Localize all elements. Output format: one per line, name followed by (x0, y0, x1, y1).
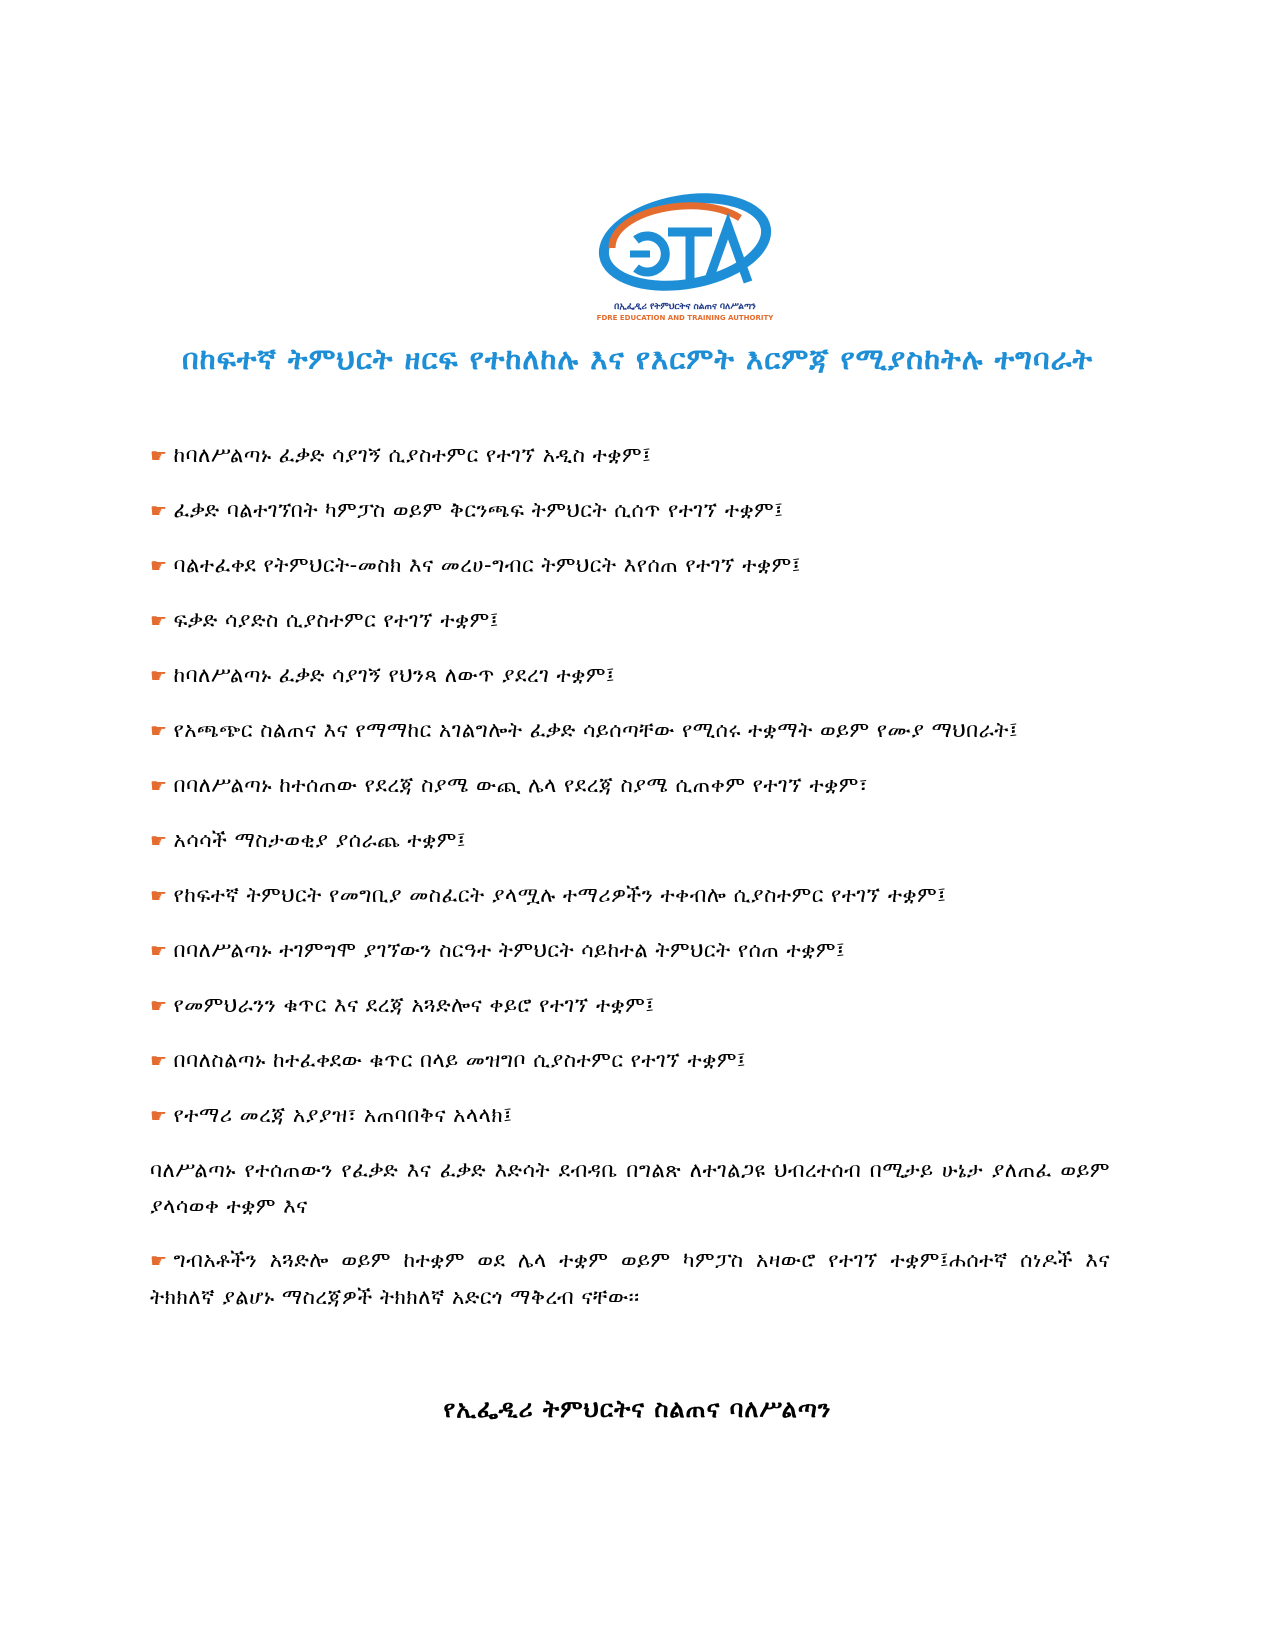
pointing-hand-icon: ☛ (150, 610, 168, 632)
pointing-hand-icon: ☛ (150, 720, 168, 742)
list-item-text: ፈቃድ ባልተገኘበት ካምፓስ ወይም ቅርንጫፍ ትምህርት ሲሰጥ የተገኘ ተቋም፤ (173, 498, 784, 522)
list-item (150, 877, 1110, 914)
list-item-text: የተማሪ መረጃ አያያዝ፣ አጠባበቅና አላላክ፤ (173, 1103, 513, 1127)
list-item-text: ግብአቶችን አጓድሎ ወይም ከተቋም ወደ ሌላ ተቋም ወይም ካምፓስ አዛውሮ የተገኘ ተቋም፤ሐሰተኛ ሰነዶች እና ትክክለኛ ያልሆኑ ማስረጃዎች ትክክለኛ አድርጎ ማቅረብ ናቸው፡፡ (150, 1248, 1110, 1309)
list-item (150, 1097, 1110, 1134)
list-item (150, 1042, 1110, 1079)
pointing-hand-icon: ☛ (150, 1050, 168, 1072)
list-item-text: የአጫጭር ስልጠና እና የማማከር አገልግሎት ፈቃድ ሳይሰጣቸው የሚሰሩ ተቋማት ወይም የሙያ ማህበራት፤ (173, 718, 1019, 742)
pointing-hand-icon: ☛ (150, 830, 168, 852)
list-item (150, 822, 1110, 859)
list-item (150, 437, 1110, 474)
pointing-hand-icon: ☛ (150, 555, 168, 577)
list-item-text: ባለሥልጣኑ የተሰጠውን የፈቃድ እና ፈቃድ እድሳት ደብዳቤ በግልጽ ለተገልጋዩ ህብረተሰብ በሚታይ ሁኔታ ያለጠፈ ወይም ያላሳወቀ ተቋም እና (150, 1158, 1110, 1218)
list-item-text: አሳሳች ማስታወቂያ ያሰራጨ ተቋም፤ (173, 828, 466, 852)
list-item (150, 987, 1110, 1024)
list-item-text: የከፍተኛ ትምህርት የመግቢያ መስፈርት ያላሟሉ ተማሪዎችን ተቀብሎ ሲያስተምር የተገኘ ተቋም፤ (173, 883, 947, 907)
list-item (150, 1242, 1110, 1315)
pointing-hand-icon: ☛ (150, 500, 168, 522)
pointing-hand-icon: ☛ (150, 775, 168, 797)
list-item (150, 547, 1110, 584)
logo-label-english: FDRE EDUCATION AND TRAINING AUTHORITY (596, 314, 774, 322)
footer-authority-name: የኢፌዲሪ ትምህርትና ስልጠና ባለሥልጣን (443, 1395, 832, 1423)
list-item (150, 657, 1110, 694)
eta-logo-mark (590, 190, 780, 302)
prohibited-activities-list (150, 437, 1110, 1333)
list-item-text: በባለሥልጣኑ ተገምግሞ ያገኘውን ስርዓተ ትምህርት ሳይከተል ትምህርት የሰጠ ተቋም፤ (173, 938, 846, 962)
pointing-hand-icon: ☛ (150, 1105, 168, 1127)
logo-label-amharic: በኢፌዲሪ የትምህርትና ስልጠና ባለሥልጣን (614, 302, 756, 312)
list-item (150, 1152, 1110, 1224)
list-item-text: በባለስልጣኑ ከተፈቀደው ቁጥር በላይ መዝግቦ ሲያስተምር የተገኘ ተቋም፤ (173, 1048, 747, 1072)
list-item (150, 712, 1110, 749)
list-item (150, 492, 1110, 529)
list-item-text: ፍቃድ ሳያድስ ሲያስተምር የተገኘ ተቋም፤ (173, 608, 499, 632)
pointing-hand-icon: ☛ (150, 940, 168, 962)
pointing-hand-icon: ☛ (150, 665, 168, 687)
list-item (150, 767, 1110, 804)
list-item-text: ባልተፈቀደ የትምህርት-መስክ እና መረሀ-ግብር ትምህርት እየሰጠ የተገኘ ተቋም፤ (173, 553, 801, 577)
list-item-text: ከባለሥልጣኑ ፈቃድ ሳያገኝ የህንጻ ለውጥ ያደረገ ተቋም፤ (173, 663, 616, 687)
list-item (150, 932, 1110, 969)
pointing-hand-icon: ☛ (150, 995, 168, 1017)
page-title: በከፍተኛ ትምህርት ዘርፍ የተከለከሉ እና የእርምት እርምጃ የሚያስከትሉ ተግባራት (181, 342, 1094, 376)
list-item (150, 602, 1110, 639)
pointing-hand-icon: ☛ (150, 1250, 168, 1272)
pointing-hand-icon: ☛ (150, 885, 168, 907)
pointing-hand-icon: ☛ (150, 445, 168, 467)
eta-logo (590, 190, 780, 335)
list-item-text: ከባለሥልጣኑ ፈቃድ ሳያገኝ ሲያስተምር የተገኘ አዲስ ተቋም፤ (173, 443, 652, 467)
list-item-text: የመምህራንን ቁጥር እና ደረጃ አጓድሎና ቀይሮ የተገኘ ተቋም፤ (173, 993, 655, 1017)
list-item-text: በባለሥልጣኑ ከተሰጠው የደረጃ ስያሜ ውጪ ሌላ የደረጃ ስያሜ ሲጠቀም የተገኘ ተቋም፣ (173, 773, 869, 797)
